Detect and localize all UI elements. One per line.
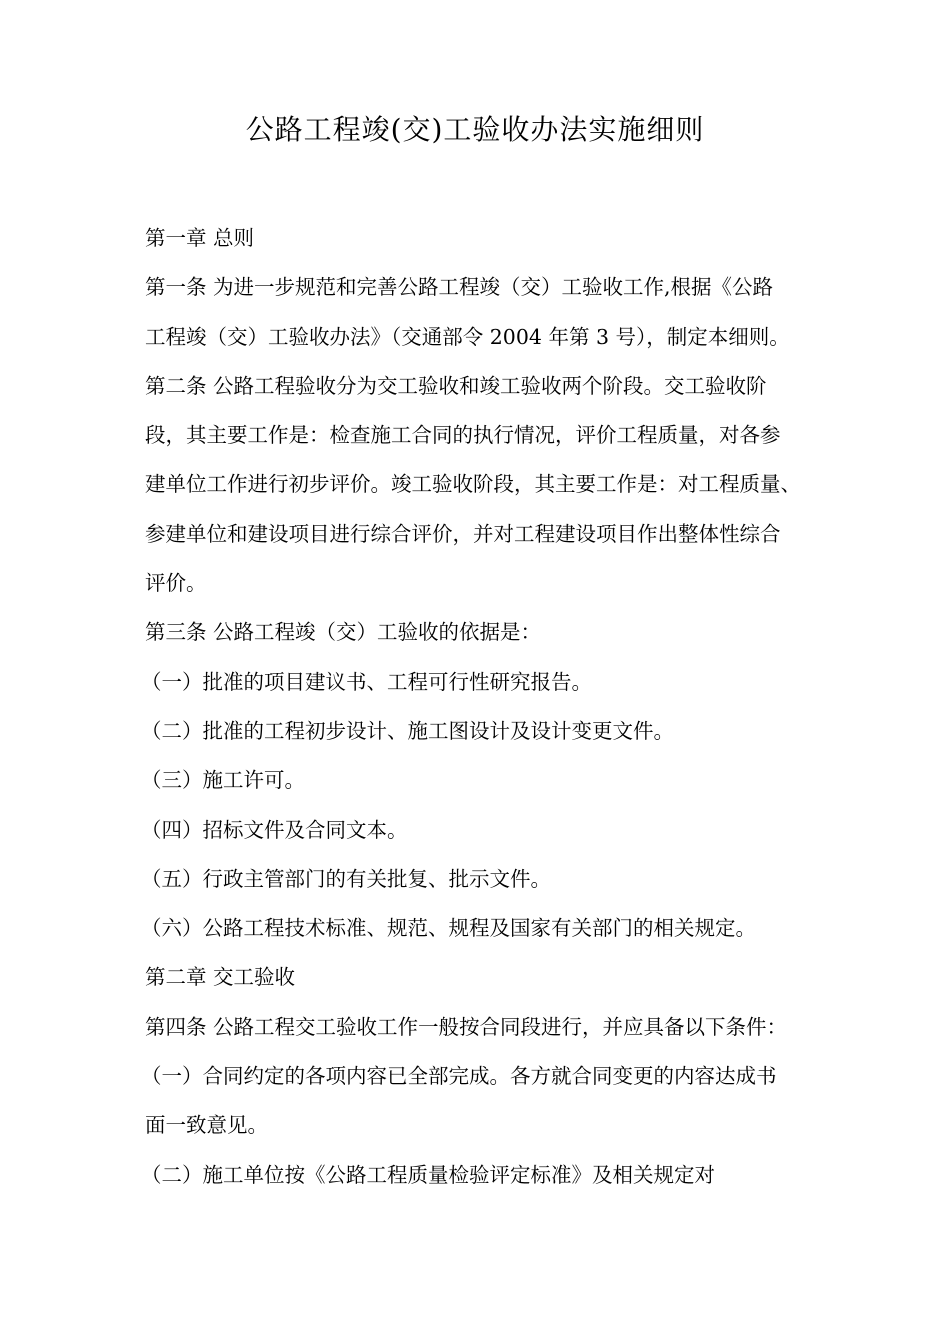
article-1-line-2: 工程竣（交）工验收办法》（交通部令 2004 年第 3 号），制定本细则。: [145, 324, 790, 349]
list-item-5: （五）行政主管部门的有关批复、批示文件。: [141, 866, 551, 891]
article-2-line-2: 段，其主要工作是：检查施工合同的执行情况，评价工程质量，对各参: [145, 423, 781, 448]
article-2-line-1: 第二条 公路工程验收分为交工验收和竣工验收两个阶段。交工验收阶: [145, 373, 767, 398]
document-title: 公路工程竣(交)工验收办法实施细则: [245, 113, 705, 146]
list-item-4: （四）招标文件及合同文本。: [141, 817, 408, 842]
list-item-7-line-1: （一）合同约定的各项内容已全部完成。各方就合同变更的内容达成书: [141, 1064, 777, 1089]
list-item-2: （二）批准的工程初步设计、施工图设计及设计变更文件。: [141, 718, 674, 743]
document-body: [141, 214, 815, 1200]
article-3-line-1: 第三条 公路工程竣（交）工验收的依据是：: [145, 620, 542, 645]
chapter-heading-1: 第一章 总则: [145, 226, 255, 250]
article-2-line-3: 建单位工作进行初步评价。竣工验收阶段，其主要工作是：对工程质量、: [145, 472, 801, 497]
article-1-line-1: 第一条 为进一步规范和完善公路工程竣（交）工验收工作,根据《公路: [145, 275, 774, 300]
article-2-line-4: 参建单位和建设项目进行综合评价，并对工程建设项目作出整体性综合: [145, 521, 781, 546]
article-2-line-5: 评价。: [145, 571, 207, 596]
list-item-8-line-1: （二）施工单位按《公路工程质量检验评定标准》及相关规定对: [141, 1162, 715, 1187]
list-item-1: （一）批准的项目建议书、工程可行性研究报告。: [141, 669, 592, 694]
list-item-7-line-2: 面一致意见。: [145, 1113, 268, 1138]
list-item-6: （六）公路工程技术标准、规范、规程及国家有关部门的相关规定。: [141, 916, 756, 941]
chapter-heading-2: 第二章 交工验收: [145, 965, 296, 990]
article-4-line-1: 第四条 公路工程交工验收工作一般按合同段进行，并应具备以下条件：: [145, 1014, 788, 1039]
list-item-3: （三）施工许可。: [141, 768, 305, 793]
